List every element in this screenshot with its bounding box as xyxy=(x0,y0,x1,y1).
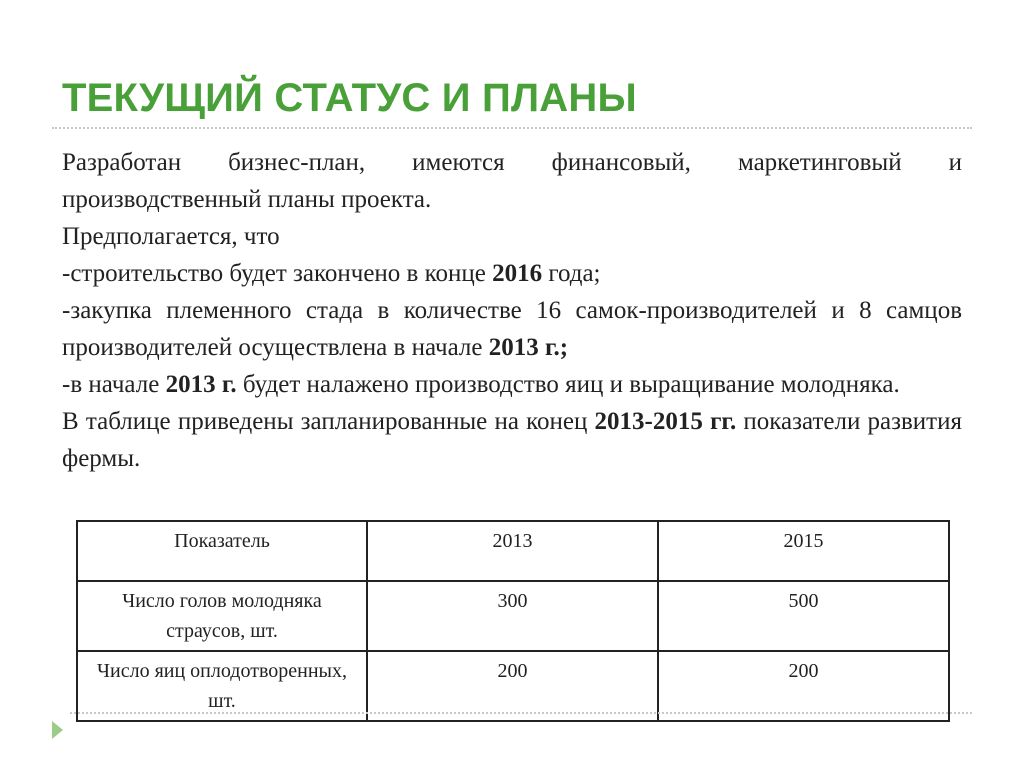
paragraph-text: -строительство будет закончено в конце xyxy=(62,260,493,287)
paragraph-table-intro xyxy=(62,403,962,477)
paragraph-production xyxy=(62,366,962,403)
paragraph-text: -закупка племенного стада в количестве 16 самок-производителей и 8 самцов производителей осуществлена в начале xyxy=(62,297,962,361)
header-cell: 2015 xyxy=(658,521,949,581)
paragraph-text: Предполагается, что xyxy=(62,223,280,250)
farm-indicators-table xyxy=(76,520,950,722)
footer-divider xyxy=(70,712,972,714)
paragraph-text: показатели развития фермы. xyxy=(62,408,962,472)
table-row xyxy=(77,581,949,651)
highlight-year: 2013 г.; xyxy=(488,334,569,361)
table-header-row xyxy=(77,521,949,581)
paragraph-text: года; xyxy=(542,260,601,287)
table-cell: 300 xyxy=(367,581,658,651)
paragraph-text: будет налажено производство яиц и выращивание молодняка. xyxy=(236,371,900,398)
table-cell: 200 xyxy=(658,651,949,721)
table-row xyxy=(77,651,949,721)
highlight-year: 2016 xyxy=(492,260,543,287)
paragraph-text: -в начале xyxy=(62,371,166,398)
table-cell: 500 xyxy=(658,581,949,651)
paragraph-text: В таблице приведены запланированные на конец xyxy=(62,408,595,435)
highlight-year: 2013-2015 гг. xyxy=(594,408,737,435)
highlight-year: 2013 г. xyxy=(165,371,237,398)
paragraph-text: Разработан бизнес-план, имеются финансовый, маркетинговый и производственный планы проекта. xyxy=(62,149,962,213)
header-cell: 2013 xyxy=(367,521,658,581)
slide-body xyxy=(62,144,962,477)
slide-title: ТЕКУЩИЙ СТАТУС И ПЛАНЫ xyxy=(62,76,637,120)
header-cell: Показатель xyxy=(77,521,367,581)
table-cell: 200 xyxy=(367,651,658,721)
paragraph-construction xyxy=(62,255,962,292)
play-arrow-icon xyxy=(52,721,63,739)
table-cell: Число яиц оплодотворенных, шт. xyxy=(77,651,367,721)
table-cell: Число голов молодняка страусов, шт. xyxy=(77,581,367,651)
paragraph-business-plan xyxy=(62,144,962,218)
title-divider xyxy=(52,127,972,129)
paragraph-herd-purchase xyxy=(62,292,962,366)
paragraph-assumption xyxy=(62,218,962,255)
